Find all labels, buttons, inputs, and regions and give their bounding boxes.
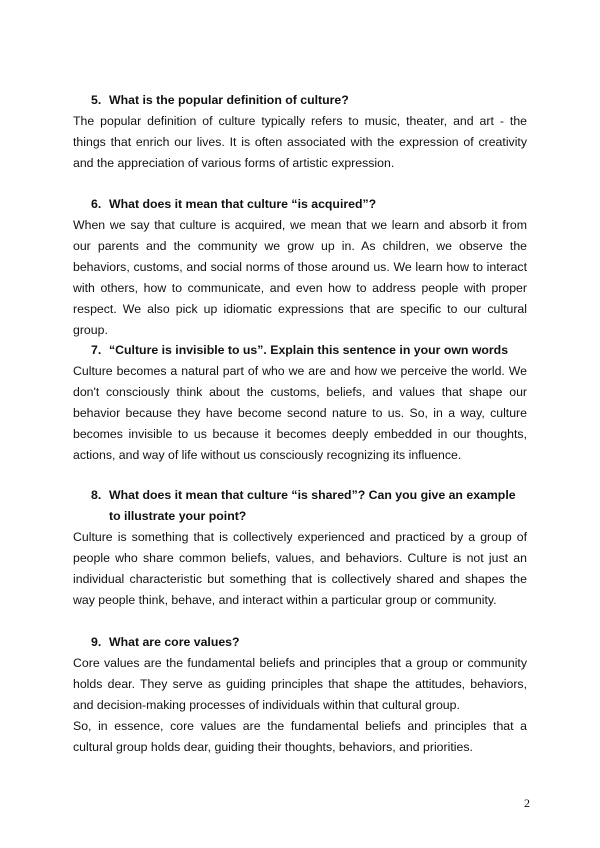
question-number: 7. bbox=[91, 343, 102, 357]
question-text: What does it mean that culture “is acquired”? bbox=[109, 197, 377, 211]
question-text: What does it mean that culture “is shared”? Can you give an example to illustrate your point? bbox=[109, 488, 516, 523]
question-block-7 bbox=[73, 340, 527, 466]
question-block-8 bbox=[73, 485, 527, 611]
question-heading bbox=[91, 485, 527, 527]
question-number: 8. bbox=[91, 488, 102, 502]
answer-paragraph: So, in essence, core values are the fundamental beliefs and principles that a cultural group holds dear, guiding their thoughts, behaviors, and priorities. bbox=[73, 719, 527, 754]
answer-text bbox=[73, 653, 527, 758]
question-text: “Culture is invisible to us”. Explain this sentence in your own words bbox=[109, 343, 509, 357]
answer-text bbox=[73, 527, 527, 611]
answer-text bbox=[73, 361, 527, 466]
question-block-5 bbox=[73, 90, 527, 174]
question-text: What is the popular definition of culture? bbox=[109, 93, 349, 107]
question-heading bbox=[91, 340, 527, 361]
answer-text bbox=[73, 215, 527, 341]
answer-paragraph: The popular definition of culture typically refers to music, theater, and art - the things that enrich our lives. It is often associated with the expression of creativity and the appreciation of various forms of artistic expression. bbox=[73, 114, 527, 170]
question-heading bbox=[91, 632, 527, 653]
question-block-6 bbox=[73, 194, 527, 341]
answer-text bbox=[73, 111, 527, 174]
question-number: 6. bbox=[91, 197, 102, 211]
question-number: 5. bbox=[91, 93, 102, 107]
page-number: 2 bbox=[524, 796, 530, 810]
answer-paragraph: Culture is something that is collectively experienced and practiced by a group of people who share common beliefs, values, and behaviors. Culture is not just an individual characteristic but something that is collectively shared and shapes the way people think, behave, and interact within a particular group or community. bbox=[73, 530, 527, 607]
question-text: What are core values? bbox=[109, 635, 240, 649]
answer-paragraph: When we say that culture is acquired, we mean that we learn and absorb it from our parents and the community we grow up in. As children, we observe the behaviors, customs, and social norms of those around us. We learn how to interact with others, how to communicate, and even how to address people with proper respect. We also pick up idiomatic expressions that are specific to our cultural group. bbox=[73, 218, 527, 337]
answer-paragraph: Culture becomes a natural part of who we are and how we perceive the world. We don't consciously think about the customs, beliefs, and values that shape our behavior because they have become second nature to us. So, in a way, culture becomes invisible to us because it becomes deeply embedded in our thoughts, actions, and way of life without us consciously recognizing its influence. bbox=[73, 364, 527, 462]
question-heading bbox=[91, 194, 527, 215]
question-number: 9. bbox=[91, 635, 102, 649]
question-heading bbox=[91, 90, 527, 111]
question-block-9 bbox=[73, 632, 527, 758]
answer-paragraph: Core values are the fundamental beliefs and principles that a group or community holds dear. They serve as guiding principles that shape the attitudes, behaviors, and decision-making processes of individuals within that cultural group. bbox=[73, 656, 527, 712]
